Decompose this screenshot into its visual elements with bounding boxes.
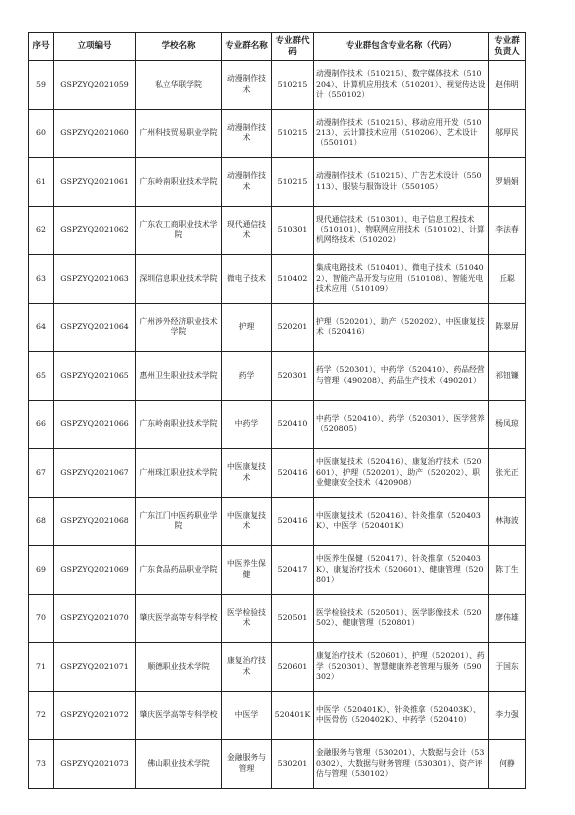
group-code-cell: 520416 (272, 449, 314, 498)
project-id-cell: GSPZYQ2021065 (54, 352, 136, 401)
leader-cell: 赵伟明 (489, 61, 526, 110)
table-row (29, 449, 526, 498)
leader-cell: 杨凤琼 (489, 400, 526, 449)
header-group-name: 专业群名称 (222, 33, 272, 61)
school-name-cell: 私立华联学院 (136, 61, 222, 110)
group-name-cell: 动漫制作技术 (222, 158, 272, 207)
project-id-cell: GSPZYQ2021072 (54, 691, 136, 740)
table-row (29, 497, 526, 546)
row-number-cell: 59 (29, 61, 54, 110)
group-name-cell: 金融服务与管理 (222, 740, 272, 789)
table-row (29, 546, 526, 595)
leader-cell: 张光正 (489, 449, 526, 498)
group-name-cell: 药学 (222, 352, 272, 401)
header-row (29, 33, 526, 61)
group-code-cell: 510301 (272, 206, 314, 255)
row-number-cell: 64 (29, 303, 54, 352)
group-name-cell: 中医学 (222, 691, 272, 740)
row-number-cell: 71 (29, 643, 54, 692)
group-code-cell: 520501 (272, 594, 314, 643)
school-name-cell: 广东岭南职业技术学院 (136, 400, 222, 449)
school-name-cell: 顺德职业技术学院 (136, 643, 222, 692)
leader-cell: 陈翠屏 (489, 303, 526, 352)
group-code-cell: 510215 (272, 61, 314, 110)
table-row (29, 206, 526, 255)
group-name-cell: 护理 (222, 303, 272, 352)
majors-cell: 中医康复技术（520416）、针灸推拿（520403K）、中医学（520401K） (314, 497, 489, 546)
leader-cell: 李力强 (489, 691, 526, 740)
project-id-cell: GSPZYQ2021068 (54, 497, 136, 546)
school-name-cell: 广东江门中医药职业学院 (136, 497, 222, 546)
row-number-cell: 60 (29, 109, 54, 158)
project-id-cell: GSPZYQ2021066 (54, 400, 136, 449)
majors-cell: 康复治疗技术（520601）、护理（520201）、药学（520301）、智慧健康养老管理与服务（590302） (314, 643, 489, 692)
group-code-cell: 520201 (272, 303, 314, 352)
majors-cell: 医学检验技术（520501）、医学影像技术（520502）、健康管理（520801） (314, 594, 489, 643)
majors-cell: 中医学（520401K）、针灸推拿（520403K）、中医骨伤（520402K）、中药学（520410） (314, 691, 489, 740)
project-id-cell: GSPZYQ2021061 (54, 158, 136, 207)
group-code-cell: 520417 (272, 546, 314, 595)
row-number-cell: 70 (29, 594, 54, 643)
table-row (29, 740, 526, 789)
table-row (29, 643, 526, 692)
school-name-cell: 深圳信息职业技术学院 (136, 255, 222, 304)
project-id-cell: GSPZYQ2021071 (54, 643, 136, 692)
header-leader: 专业群负责人 (489, 33, 526, 61)
group-name-cell: 中医康复技术 (222, 449, 272, 498)
group-code-cell: 520401K (272, 691, 314, 740)
row-number-cell: 63 (29, 255, 54, 304)
table-row (29, 61, 526, 110)
header-majors: 专业群包含专业名称（代码） (314, 33, 489, 61)
row-number-cell: 72 (29, 691, 54, 740)
table-row (29, 255, 526, 304)
majors-cell: 现代通信技术（510301）、电子信息工程技术（510101）、物联网应用技术（510102）、计算机网络技术（510202） (314, 206, 489, 255)
project-id-cell: GSPZYQ2021063 (54, 255, 136, 304)
school-name-cell: 广州涉外经济职业技术学院 (136, 303, 222, 352)
project-id-cell: GSPZYQ2021059 (54, 61, 136, 110)
group-name-cell: 中医养生保健 (222, 546, 272, 595)
group-name-cell: 中药学 (222, 400, 272, 449)
table-row (29, 303, 526, 352)
school-name-cell: 肇庆医学高等专科学校 (136, 691, 222, 740)
majors-cell: 集成电路技术（510401）、微电子技术（510402）、智能产品开发与应用（510108）、智能光电技术应用（510109） (314, 255, 489, 304)
group-code-cell: 530201 (272, 740, 314, 789)
table-row (29, 400, 526, 449)
group-code-cell: 520301 (272, 352, 314, 401)
leader-cell: 李法春 (489, 206, 526, 255)
table-body (29, 61, 526, 789)
table-row (29, 691, 526, 740)
school-name-cell: 惠州卫生职业技术学院 (136, 352, 222, 401)
group-code-cell: 510215 (272, 109, 314, 158)
majors-cell: 药学（520301）、中药学（520410）、药品经营与管理（490208）、药品生产技术（490201） (314, 352, 489, 401)
leader-cell: 廖伟雄 (489, 594, 526, 643)
group-code-cell: 520410 (272, 400, 314, 449)
project-id-cell: GSPZYQ2021069 (54, 546, 136, 595)
row-number-cell: 73 (29, 740, 54, 789)
header-school: 学校名称 (136, 33, 222, 61)
group-name-cell: 微电子技术 (222, 255, 272, 304)
group-code-cell: 520601 (272, 643, 314, 692)
school-name-cell: 佛山职业技术学院 (136, 740, 222, 789)
group-code-cell: 510402 (272, 255, 314, 304)
leader-cell: 于国东 (489, 643, 526, 692)
group-code-cell: 520416 (272, 497, 314, 546)
header-group-code: 专业群代码 (272, 33, 314, 61)
row-number-cell: 61 (29, 158, 54, 207)
project-id-cell: GSPZYQ2021060 (54, 109, 136, 158)
majors-cell: 动漫制作技术（510215）、移动应用开发（510213）、云计算技术应用（510206）、艺术设计（550101） (314, 109, 489, 158)
row-number-cell: 65 (29, 352, 54, 401)
leader-cell: 何静 (489, 740, 526, 789)
majors-cell: 金融服务与管理（530201）、大数据与会计（530302）、大数据与财务管理（530301）、资产评估与管理（530102） (314, 740, 489, 789)
majors-cell: 中医养生保健（520417）、针灸推拿（520403K）、康复治疗技术（520601）、健康管理（520801） (314, 546, 489, 595)
table-row (29, 158, 526, 207)
group-name-cell: 动漫制作技术 (222, 109, 272, 158)
header-no: 序号 (29, 33, 54, 61)
project-id-cell: GSPZYQ2021062 (54, 206, 136, 255)
school-name-cell: 广州珠江职业技术学院 (136, 449, 222, 498)
group-name-cell: 医学检验技术 (222, 594, 272, 643)
project-table (28, 32, 526, 789)
leader-cell: 丘聪 (489, 255, 526, 304)
row-number-cell: 62 (29, 206, 54, 255)
project-id-cell: GSPZYQ2021073 (54, 740, 136, 789)
leader-cell: 邬厚民 (489, 109, 526, 158)
row-number-cell: 69 (29, 546, 54, 595)
leader-cell: 祁钮镰 (489, 352, 526, 401)
project-id-cell: GSPZYQ2021067 (54, 449, 136, 498)
majors-cell: 动漫制作技术（510215）、数字媒体技术（510204）、计算机应用技术（510201）、视觉传达设计（550102） (314, 61, 489, 110)
group-name-cell: 中医康复技术 (222, 497, 272, 546)
school-name-cell: 肇庆医学高等专科学校 (136, 594, 222, 643)
leader-cell: 林海波 (489, 497, 526, 546)
majors-cell: 中药学（520410）、药学（520301）、医学营养（520805） (314, 400, 489, 449)
majors-cell: 中医康复技术（520416）、康复治疗技术（520601）、护理（520201）、助产（520202）、职业健康安全技术（420908） (314, 449, 489, 498)
school-name-cell: 广东农工商职业技术学院 (136, 206, 222, 255)
majors-cell: 动漫制作技术（510215）、广告艺术设计（550113）、服装与服饰设计（550105） (314, 158, 489, 207)
leader-cell: 陈丁生 (489, 546, 526, 595)
header-project-id: 立项编号 (54, 33, 136, 61)
school-name-cell: 广东岭南职业技术学院 (136, 158, 222, 207)
school-name-cell: 广东食品药品职业学院 (136, 546, 222, 595)
majors-cell: 护理（520201）、助产（520202）、中医康复技术（520416） (314, 303, 489, 352)
row-number-cell: 68 (29, 497, 54, 546)
school-name-cell: 广州科技贸易职业学院 (136, 109, 222, 158)
leader-cell: 罗娟娟 (489, 158, 526, 207)
table-row (29, 594, 526, 643)
row-number-cell: 66 (29, 400, 54, 449)
group-code-cell: 510215 (272, 158, 314, 207)
table-row (29, 352, 526, 401)
project-id-cell: GSPZYQ2021064 (54, 303, 136, 352)
project-id-cell: GSPZYQ2021070 (54, 594, 136, 643)
group-name-cell: 动漫制作技术 (222, 61, 272, 110)
table-row (29, 109, 526, 158)
row-number-cell: 67 (29, 449, 54, 498)
group-name-cell: 康复治疗技术 (222, 643, 272, 692)
group-name-cell: 现代通信技术 (222, 206, 272, 255)
